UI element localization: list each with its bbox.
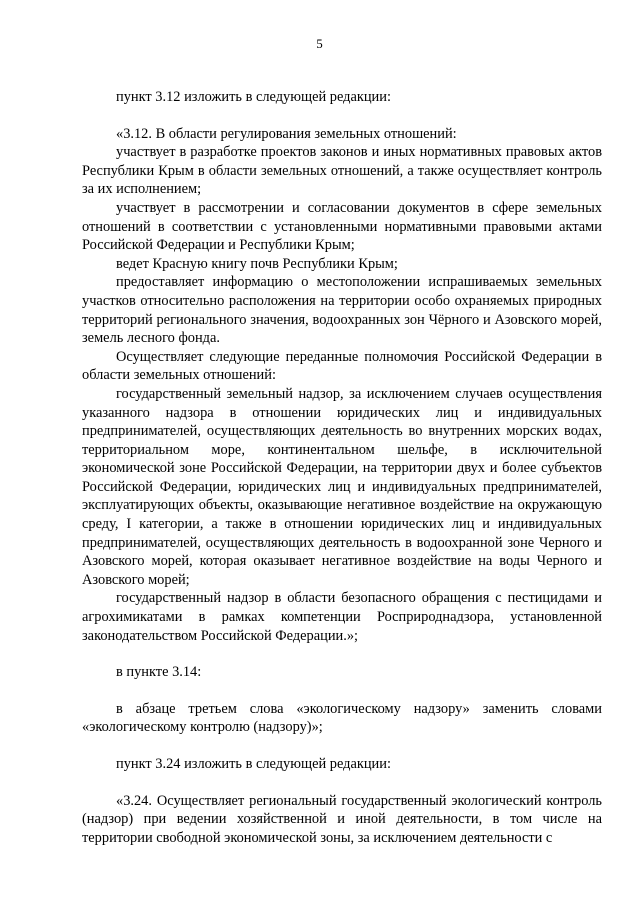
paragraph-3-12-item-4: предоставляет информацию о местоположении испрашиваемых земельных участков относительно расположения на территории особо охраняемых природных территорий регионального значения, водоохранных зон Чёрного и Азовского морей, земель лесного фонда. — [82, 274, 602, 347]
paragraph-3-12-heading: «3.12. В области регулирования земельных отношений: — [116, 125, 457, 142]
paragraph-delegated-powers: Осуществляет следующие переданные полномочия Российской Федерации в области земельных отношений: — [82, 348, 602, 384]
paragraph-3-12-item-3: ведет Красную книгу почв Республики Крым; — [116, 255, 398, 272]
paragraph-3-14-change: в абзаце третьем слова «экологическому надзору» заменить словами «экологическому контролю (надзору)»; — [82, 700, 602, 736]
paragraph-pesticide-supervision: государственный надзор в области безопасного обращения с пестицидами и агрохимикатами в рамках компетенции Росприроднадзора, установленной законодательством Российской Федерации.»; — [82, 590, 602, 644]
page-number: 5 — [316, 36, 323, 51]
paragraph-3-24-text: «3.24. Осуществляет региональный государственный экологический контроль (надзор) при ведении хозяйственной и иной деятельности, в том числе на территории свободной экономической зоны, за исключением деятельности с — [82, 792, 602, 846]
paragraph-amend-3-14: в пункте 3.14: — [116, 664, 202, 681]
paragraph-3-12-item-2: участвует в рассмотрении и согласовании документов в сфере земельных отношений в соответствии с установленными нормативными правовыми актами Российской Федерации и Республики Крым; — [82, 199, 602, 254]
paragraph-amend-3-24: пункт 3.24 изложить в следующей редакции: — [116, 756, 391, 772]
document-body — [82, 88, 602, 847]
paragraph-amend-3-12: пункт 3.12 изложить в следующей редакции: — [116, 89, 391, 105]
paragraph-land-supervision: государственный земельный надзор, за исключением случаев осуществления указанного надзора в отношении юридических лиц и индивидуальных предпринимателей, осуществляющих деятельность во внутренних морских водах, территориальном море, континентальном шельфе, в исключительной экономической зоне Российской Федерации, на территории двух и более субъектов Российской Федерации, юридических лиц и индивидуальных предпринимателей, эксплуатирующих объекты, оказывающие негативное воздействие на окружающую среду, I категории, а также в отношении юридических лиц и индивидуальных предпринимателей, осуществляющих деятельность в водоохранной зоне Черного и Азовского морей, которая оказывает негативное воздействие на воды Черного и Азовского морей; — [82, 385, 602, 588]
paragraph-3-12-item-1: участвует в разработке проектов законов и иных нормативных правовых актов Республики Крым в области земельных отношений, а также осуществляет контроль за их исполнением; — [82, 144, 602, 198]
